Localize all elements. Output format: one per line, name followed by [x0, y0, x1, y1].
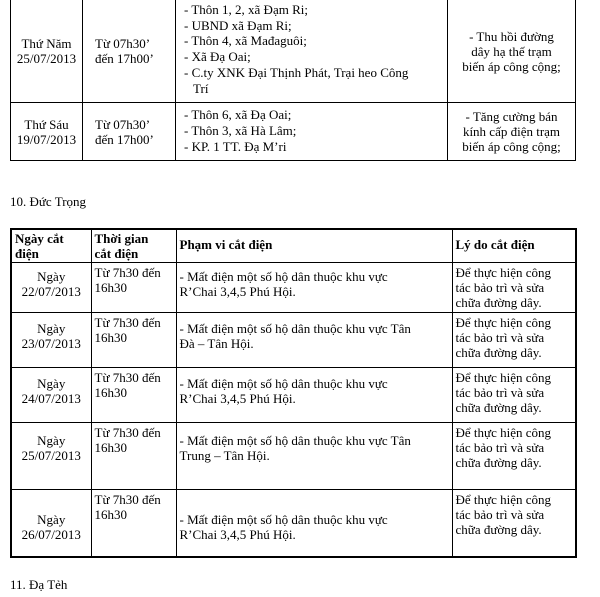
reason-cell: Để thực hiện công tác bảo trì và sửa chữa đường dây. — [452, 313, 576, 368]
scope-cell: - Mất điện một số hộ dân thuộc khu vực Tân Trung – Tân Hội. — [176, 423, 452, 490]
header-scope: Phạm vi cắt điện — [176, 229, 452, 263]
reason-cell: - Tăng cường bán kính cấp điện trạm biến áp công cộng; — [448, 103, 576, 161]
scope-cell: - Mất điện một số hộ dân thuộc khu vực R’Chai 3,4,5 Phú Hội. — [176, 490, 452, 557]
scope-cell: - Thôn 1, 2, xã Đạm Ri; - UBND xã Đạm Ri; - Thôn 4, xã Mađaguôi; - Xã Đạ Oai; - C.ty XNK Đại Thịnh Phát, Trại heo Công Trí — [176, 0, 448, 103]
outage-table-duc-trong — [10, 228, 577, 558]
section-heading-da-teh: 11. Đạ Tẻh — [10, 577, 68, 592]
table-row — [11, 0, 576, 103]
outage-table-continued — [10, 0, 576, 161]
table-row — [11, 313, 576, 368]
reason-cell: Để thực hiện công tác bảo trì và sửa chữa đường dây. — [452, 368, 576, 423]
time-cell: Từ 7h30 đến 16h30 — [91, 263, 176, 313]
time-cell: Từ 7h30 đến 16h30 — [91, 368, 176, 423]
table-header-row — [11, 229, 576, 263]
header-reason: Lý do cắt điện — [452, 229, 576, 263]
time-cell: Từ 07h30’ đến 17h00’ — [83, 103, 176, 161]
day-cell: Thứ Năm 25/07/2013 — [11, 0, 83, 103]
table-row — [11, 103, 576, 161]
day-cell: Ngày 26/07/2013 — [11, 490, 91, 557]
reason-cell: Để thực hiện công tác bảo trì và sửa chữa đường dây. — [452, 263, 576, 313]
scope-cell: - Thôn 6, xã Đạ Oai; - Thôn 3, xã Hà Lâm; - KP. 1 TT. Đạ M’ri — [176, 103, 448, 161]
day-cell: Ngày 24/07/2013 — [11, 368, 91, 423]
day-cell: Thứ Sáu 19/07/2013 — [11, 103, 83, 161]
scope-cell: - Mất điện một số hộ dân thuộc khu vực Tân Đà – Tân Hội. — [176, 313, 452, 368]
table-row — [11, 423, 576, 490]
time-cell: Từ 7h30 đến 16h30 — [91, 423, 176, 490]
reason-cell: Để thực hiện công tác bảo trì và sửa chữa đường dây. — [452, 423, 576, 490]
reason-cell: Để thực hiện công tác bảo trì và sửa chữa đường dây. — [452, 490, 576, 557]
header-day: Ngày cắt điện — [11, 229, 91, 263]
scope-cell: - Mất điện một số hộ dân thuộc khu vực R’Chai 3,4,5 Phú Hội. — [176, 263, 452, 313]
section-heading-duc-trong: 10. Đức Trọng — [10, 194, 87, 209]
table-row — [11, 490, 576, 557]
day-cell: Ngày 23/07/2013 — [11, 313, 91, 368]
time-cell: Từ 7h30 đến 16h30 — [91, 490, 176, 557]
table-row — [11, 368, 576, 423]
time-cell: Từ 07h30’ đến 17h00’ — [83, 0, 176, 103]
table-row — [11, 263, 576, 313]
scope-cell: - Mất điện một số hộ dân thuộc khu vực R’Chai 3,4,5 Phú Hội. — [176, 368, 452, 423]
header-time: Thời gian cắt điện — [91, 229, 176, 263]
time-cell: Từ 7h30 đến 16h30 — [91, 313, 176, 368]
day-cell: Ngày 25/07/2013 — [11, 423, 91, 490]
reason-cell: - Thu hồi đường dây hạ thế trạm biến áp công cộng; — [448, 0, 576, 103]
day-cell: Ngày 22/07/2013 — [11, 263, 91, 313]
